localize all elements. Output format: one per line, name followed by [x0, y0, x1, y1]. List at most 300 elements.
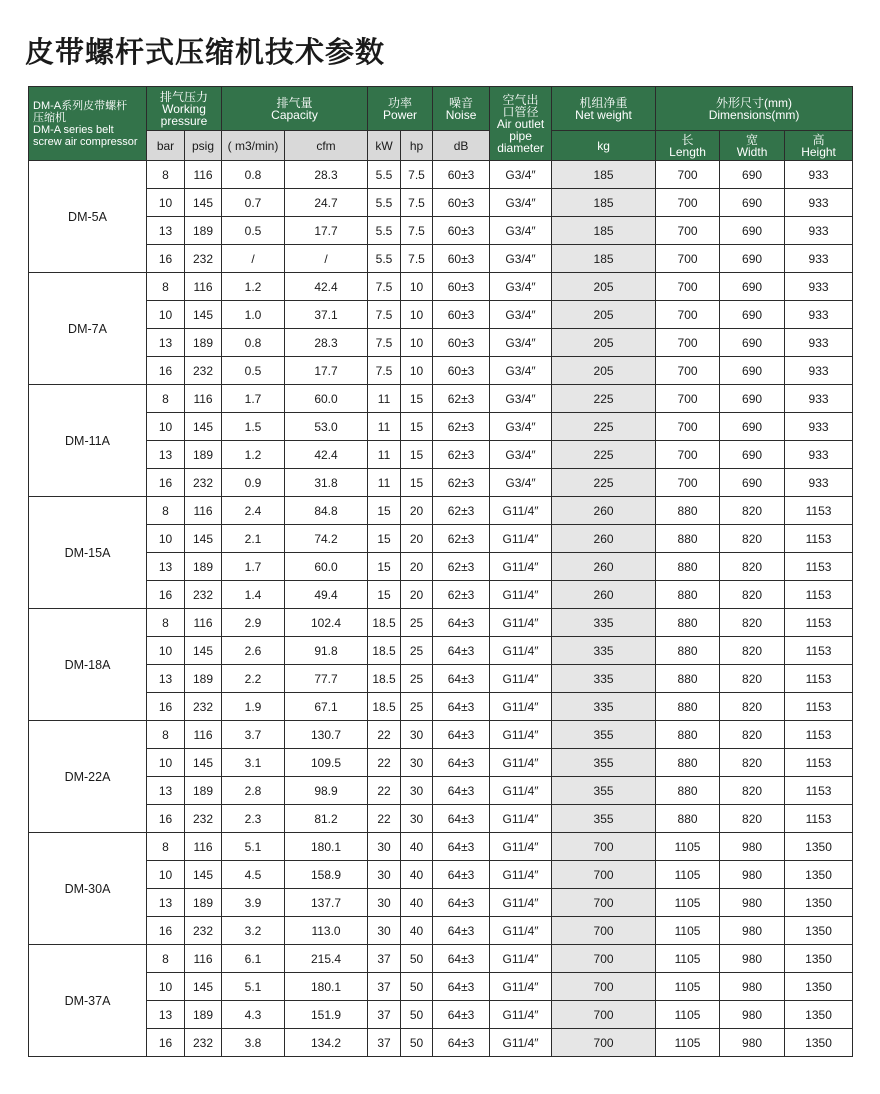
cell-noise: 64±3 [433, 917, 490, 945]
cell-height: 1350 [785, 889, 853, 917]
cell-kw: 5.5 [368, 189, 401, 217]
cell-bar: 8 [147, 273, 185, 301]
cell-hp: 25 [401, 637, 433, 665]
cell-net-weight: 335 [552, 609, 656, 637]
cell-hp: 20 [401, 581, 433, 609]
cell-cfm: 180.1 [285, 833, 368, 861]
table-row [29, 301, 853, 329]
table-row [29, 273, 853, 301]
cell-noise: 62±3 [433, 441, 490, 469]
cell-net-weight: 355 [552, 749, 656, 777]
cell-hp: 7.5 [401, 161, 433, 189]
cell-cfm: 28.3 [285, 161, 368, 189]
cell-air-outlet: G3/4″ [490, 385, 552, 413]
table-row [29, 889, 853, 917]
cell-m3min: 1.9 [222, 693, 285, 721]
cell-length: 880 [656, 777, 720, 805]
cell-width: 690 [720, 217, 785, 245]
cell-hp: 40 [401, 917, 433, 945]
cell-width: 690 [720, 161, 785, 189]
cell-psig: 116 [185, 721, 222, 749]
capacity-header: 排气量 Capacity [222, 87, 368, 131]
cell-noise: 64±3 [433, 721, 490, 749]
cell-kw: 37 [368, 973, 401, 1001]
cell-height: 1153 [785, 609, 853, 637]
cell-psig: 116 [185, 609, 222, 637]
cell-m3min: 2.2 [222, 665, 285, 693]
cell-kw: 11 [368, 413, 401, 441]
cell-width: 690 [720, 441, 785, 469]
cell-kw: 7.5 [368, 273, 401, 301]
cell-psig: 116 [185, 385, 222, 413]
cell-height: 1153 [785, 749, 853, 777]
cell-noise: 60±3 [433, 217, 490, 245]
cell-kw: 7.5 [368, 357, 401, 385]
cell-bar: 16 [147, 693, 185, 721]
cell-noise: 64±3 [433, 749, 490, 777]
cell-cfm: 77.7 [285, 665, 368, 693]
cell-hp: 25 [401, 665, 433, 693]
cell-net-weight: 700 [552, 917, 656, 945]
cell-air-outlet: G11/4″ [490, 973, 552, 1001]
cell-cfm: 60.0 [285, 385, 368, 413]
cell-air-outlet: G11/4″ [490, 581, 552, 609]
cell-air-outlet: G11/4″ [490, 833, 552, 861]
cell-m3min: 0.8 [222, 161, 285, 189]
unit-hp: hp [401, 131, 433, 161]
page-title: 皮带螺杆式压缩机技术参数 [25, 35, 386, 69]
cell-kw: 37 [368, 945, 401, 973]
cell-cfm: 215.4 [285, 945, 368, 973]
cell-width: 690 [720, 329, 785, 357]
cell-height: 1153 [785, 581, 853, 609]
table-row [29, 777, 853, 805]
cell-height: 1350 [785, 861, 853, 889]
cell-net-weight: 185 [552, 217, 656, 245]
cell-psig: 145 [185, 749, 222, 777]
cell-bar: 8 [147, 609, 185, 637]
cell-air-outlet: G11/4″ [490, 609, 552, 637]
cell-hp: 40 [401, 861, 433, 889]
cell-air-outlet: G3/4″ [490, 217, 552, 245]
cell-noise: 62±3 [433, 385, 490, 413]
cell-cfm: 180.1 [285, 973, 368, 1001]
table-row [29, 861, 853, 889]
net-weight-header: 机组净重 Net weight [552, 87, 656, 131]
cell-bar: 13 [147, 553, 185, 581]
cell-psig: 232 [185, 581, 222, 609]
cell-cfm: 151.9 [285, 1001, 368, 1029]
noise-header: 噪音 Noise [433, 87, 490, 131]
cell-net-weight: 225 [552, 413, 656, 441]
cell-noise: 62±3 [433, 469, 490, 497]
cell-net-weight: 225 [552, 385, 656, 413]
table-row [29, 1001, 853, 1029]
cell-bar: 8 [147, 721, 185, 749]
cell-psig: 232 [185, 357, 222, 385]
table-row [29, 413, 853, 441]
unit-kg: kg [552, 131, 656, 161]
cell-kw: 18.5 [368, 665, 401, 693]
cell-height: 933 [785, 217, 853, 245]
cell-length: 700 [656, 301, 720, 329]
cell-length: 880 [656, 693, 720, 721]
cell-air-outlet: G11/4″ [490, 805, 552, 833]
cell-noise: 60±3 [433, 245, 490, 273]
cell-width: 980 [720, 889, 785, 917]
cell-cfm: 17.7 [285, 217, 368, 245]
cell-cfm: 42.4 [285, 273, 368, 301]
cell-width: 820 [720, 693, 785, 721]
cell-noise: 64±3 [433, 1029, 490, 1057]
cell-length: 880 [656, 553, 720, 581]
cell-height: 1153 [785, 665, 853, 693]
cell-hp: 25 [401, 693, 433, 721]
cell-hp: 25 [401, 609, 433, 637]
cell-noise: 64±3 [433, 777, 490, 805]
cell-kw: 5.5 [368, 161, 401, 189]
cell-width: 820 [720, 525, 785, 553]
cell-height: 933 [785, 357, 853, 385]
cell-noise: 64±3 [433, 833, 490, 861]
cell-noise: 64±3 [433, 637, 490, 665]
cell-psig: 232 [185, 469, 222, 497]
cell-air-outlet: G11/4″ [490, 637, 552, 665]
cell-net-weight: 355 [552, 721, 656, 749]
cell-kw: 30 [368, 917, 401, 945]
cell-hp: 30 [401, 721, 433, 749]
cell-bar: 8 [147, 161, 185, 189]
cell-hp: 30 [401, 805, 433, 833]
cell-air-outlet: G3/4″ [490, 245, 552, 273]
cell-width: 820 [720, 749, 785, 777]
cell-air-outlet: G3/4″ [490, 329, 552, 357]
cell-net-weight: 205 [552, 329, 656, 357]
cell-width: 980 [720, 945, 785, 973]
cell-kw: 7.5 [368, 329, 401, 357]
cell-m3min: 5.1 [222, 833, 285, 861]
cell-bar: 10 [147, 301, 185, 329]
cell-noise: 64±3 [433, 1001, 490, 1029]
cell-psig: 232 [185, 245, 222, 273]
unit-width: 宽 Width [720, 131, 785, 161]
cell-bar: 8 [147, 833, 185, 861]
cell-cfm: 28.3 [285, 329, 368, 357]
cell-length: 700 [656, 385, 720, 413]
cell-m3min: 2.6 [222, 637, 285, 665]
cell-net-weight: 700 [552, 973, 656, 1001]
cell-bar: 16 [147, 245, 185, 273]
cell-m3min: 3.7 [222, 721, 285, 749]
cell-cfm: 137.7 [285, 889, 368, 917]
cell-bar: 10 [147, 973, 185, 1001]
cell-bar: 8 [147, 385, 185, 413]
cell-bar: 13 [147, 777, 185, 805]
cell-noise: 62±3 [433, 497, 490, 525]
cell-m3min: 1.4 [222, 581, 285, 609]
cell-width: 980 [720, 861, 785, 889]
cell-width: 820 [720, 665, 785, 693]
cell-cfm: 113.0 [285, 917, 368, 945]
cell-height: 1153 [785, 553, 853, 581]
cell-psig: 145 [185, 637, 222, 665]
model-name: DM-30A [29, 833, 147, 945]
cell-air-outlet: G3/4″ [490, 441, 552, 469]
cell-bar: 16 [147, 469, 185, 497]
cell-psig: 189 [185, 665, 222, 693]
cell-air-outlet: G3/4″ [490, 273, 552, 301]
cell-width: 690 [720, 189, 785, 217]
cell-psig: 145 [185, 973, 222, 1001]
cell-psig: 189 [185, 553, 222, 581]
unit-db: dB [433, 131, 490, 161]
cell-kw: 15 [368, 497, 401, 525]
model-name: DM-11A [29, 385, 147, 497]
cell-air-outlet: G3/4″ [490, 469, 552, 497]
cell-m3min: 2.1 [222, 525, 285, 553]
cell-m3min: 1.2 [222, 441, 285, 469]
cell-net-weight: 225 [552, 469, 656, 497]
cell-kw: 22 [368, 805, 401, 833]
cell-length: 700 [656, 413, 720, 441]
cell-m3min: 4.3 [222, 1001, 285, 1029]
cell-psig: 145 [185, 525, 222, 553]
cell-air-outlet: G3/4″ [490, 357, 552, 385]
cell-air-outlet: G11/4″ [490, 721, 552, 749]
cell-m3min: 1.2 [222, 273, 285, 301]
cell-length: 1105 [656, 889, 720, 917]
cell-bar: 8 [147, 945, 185, 973]
cell-height: 933 [785, 273, 853, 301]
cell-noise: 64±3 [433, 805, 490, 833]
cell-height: 1350 [785, 973, 853, 1001]
cell-air-outlet: G11/4″ [490, 777, 552, 805]
cell-kw: 15 [368, 525, 401, 553]
cell-hp: 15 [401, 441, 433, 469]
cell-cfm: / [285, 245, 368, 273]
table-row [29, 469, 853, 497]
table-row [29, 917, 853, 945]
cell-cfm: 130.7 [285, 721, 368, 749]
cell-length: 880 [656, 581, 720, 609]
cell-height: 1153 [785, 637, 853, 665]
cell-cfm: 102.4 [285, 609, 368, 637]
table-row [29, 1029, 853, 1057]
cell-kw: 11 [368, 469, 401, 497]
cell-kw: 37 [368, 1029, 401, 1057]
cell-width: 980 [720, 1001, 785, 1029]
cell-length: 700 [656, 217, 720, 245]
cell-hp: 15 [401, 385, 433, 413]
cell-cfm: 98.9 [285, 777, 368, 805]
cell-noise: 62±3 [433, 525, 490, 553]
cell-air-outlet: G11/4″ [490, 749, 552, 777]
unit-psig: psig [185, 131, 222, 161]
cell-height: 933 [785, 161, 853, 189]
cell-kw: 30 [368, 889, 401, 917]
dimensions-header: 外形尺寸(mm) Dimensions(mm) [656, 87, 853, 131]
cell-psig: 232 [185, 1029, 222, 1057]
cell-net-weight: 225 [552, 441, 656, 469]
cell-length: 700 [656, 357, 720, 385]
cell-bar: 10 [147, 189, 185, 217]
cell-hp: 50 [401, 1001, 433, 1029]
cell-noise: 62±3 [433, 581, 490, 609]
cell-m3min: 3.9 [222, 889, 285, 917]
cell-height: 933 [785, 385, 853, 413]
cell-air-outlet: G11/4″ [490, 1001, 552, 1029]
cell-m3min: 2.8 [222, 777, 285, 805]
cell-psig: 116 [185, 833, 222, 861]
cell-hp: 50 [401, 973, 433, 1001]
cell-height: 1153 [785, 805, 853, 833]
table-row [29, 385, 853, 413]
cell-kw: 5.5 [368, 217, 401, 245]
cell-hp: 10 [401, 301, 433, 329]
cell-length: 700 [656, 469, 720, 497]
cell-length: 700 [656, 245, 720, 273]
cell-m3min: 0.7 [222, 189, 285, 217]
cell-height: 1350 [785, 833, 853, 861]
cell-height: 933 [785, 441, 853, 469]
cell-cfm: 158.9 [285, 861, 368, 889]
cell-net-weight: 335 [552, 693, 656, 721]
cell-net-weight: 205 [552, 301, 656, 329]
cell-cfm: 31.8 [285, 469, 368, 497]
cell-hp: 50 [401, 1029, 433, 1057]
unit-m3min: ( m3/min) [222, 131, 285, 161]
cell-noise: 64±3 [433, 973, 490, 1001]
cell-height: 1350 [785, 1001, 853, 1029]
cell-length: 1105 [656, 861, 720, 889]
cell-height: 933 [785, 469, 853, 497]
cell-net-weight: 260 [552, 497, 656, 525]
cell-bar: 13 [147, 441, 185, 469]
cell-width: 980 [720, 833, 785, 861]
cell-noise: 62±3 [433, 413, 490, 441]
cell-width: 690 [720, 245, 785, 273]
cell-width: 690 [720, 469, 785, 497]
cell-noise: 64±3 [433, 693, 490, 721]
cell-width: 980 [720, 1029, 785, 1057]
cell-net-weight: 700 [552, 1001, 656, 1029]
cell-bar: 10 [147, 749, 185, 777]
cell-width: 820 [720, 497, 785, 525]
cell-m3min: 0.5 [222, 217, 285, 245]
model-header: DM-A系列皮带螺杆 压缩机 DM-A series belt screw air compressor [29, 87, 147, 161]
cell-psig: 145 [185, 413, 222, 441]
cell-air-outlet: G11/4″ [490, 693, 552, 721]
model-name: DM-5A [29, 161, 147, 273]
table-row [29, 217, 853, 245]
table-row [29, 833, 853, 861]
table-body [29, 161, 853, 1057]
cell-noise: 60±3 [433, 301, 490, 329]
table-row [29, 357, 853, 385]
cell-psig: 189 [185, 777, 222, 805]
cell-air-outlet: G3/4″ [490, 161, 552, 189]
cell-kw: 30 [368, 861, 401, 889]
cell-net-weight: 700 [552, 833, 656, 861]
cell-width: 690 [720, 301, 785, 329]
cell-noise: 64±3 [433, 889, 490, 917]
cell-m3min: / [222, 245, 285, 273]
cell-air-outlet: G11/4″ [490, 665, 552, 693]
cell-air-outlet: G3/4″ [490, 413, 552, 441]
cell-m3min: 1.7 [222, 385, 285, 413]
cell-net-weight: 355 [552, 805, 656, 833]
table-row [29, 721, 853, 749]
table-row [29, 329, 853, 357]
cell-bar: 10 [147, 861, 185, 889]
cell-air-outlet: G11/4″ [490, 917, 552, 945]
table-row [29, 609, 853, 637]
cell-noise: 64±3 [433, 945, 490, 973]
cell-noise: 60±3 [433, 189, 490, 217]
table-row [29, 189, 853, 217]
cell-height: 933 [785, 413, 853, 441]
cell-kw: 15 [368, 553, 401, 581]
cell-hp: 20 [401, 525, 433, 553]
cell-cfm: 134.2 [285, 1029, 368, 1057]
cell-net-weight: 260 [552, 553, 656, 581]
air-outlet-header: 空气出 口管径 Air outlet pipe diameter [490, 87, 552, 161]
cell-bar: 13 [147, 217, 185, 245]
cell-bar: 16 [147, 1029, 185, 1057]
cell-air-outlet: G11/4″ [490, 1029, 552, 1057]
cell-m3min: 6.1 [222, 945, 285, 973]
cell-cfm: 81.2 [285, 805, 368, 833]
cell-length: 880 [656, 749, 720, 777]
cell-hp: 40 [401, 889, 433, 917]
cell-net-weight: 700 [552, 889, 656, 917]
cell-cfm: 53.0 [285, 413, 368, 441]
cell-bar: 13 [147, 889, 185, 917]
cell-net-weight: 185 [552, 245, 656, 273]
cell-length: 1105 [656, 917, 720, 945]
cell-psig: 189 [185, 329, 222, 357]
cell-m3min: 3.2 [222, 917, 285, 945]
cell-m3min: 1.0 [222, 301, 285, 329]
cell-hp: 7.5 [401, 217, 433, 245]
unit-length: 长 Length [656, 131, 720, 161]
cell-hp: 30 [401, 749, 433, 777]
cell-length: 880 [656, 525, 720, 553]
cell-cfm: 84.8 [285, 497, 368, 525]
cell-width: 690 [720, 357, 785, 385]
cell-height: 1153 [785, 693, 853, 721]
cell-m3min: 4.5 [222, 861, 285, 889]
cell-kw: 22 [368, 749, 401, 777]
table-row [29, 553, 853, 581]
cell-psig: 116 [185, 497, 222, 525]
cell-height: 1153 [785, 525, 853, 553]
cell-psig: 145 [185, 861, 222, 889]
cell-cfm: 37.1 [285, 301, 368, 329]
unit-cfm: cfm [285, 131, 368, 161]
cell-kw: 11 [368, 385, 401, 413]
cell-kw: 22 [368, 777, 401, 805]
cell-bar: 16 [147, 581, 185, 609]
cell-air-outlet: G11/4″ [490, 889, 552, 917]
cell-kw: 15 [368, 581, 401, 609]
cell-m3min: 0.8 [222, 329, 285, 357]
model-name: DM-22A [29, 721, 147, 833]
unit-height: 高 Height [785, 131, 853, 161]
cell-width: 820 [720, 581, 785, 609]
cell-height: 933 [785, 189, 853, 217]
table-row [29, 945, 853, 973]
